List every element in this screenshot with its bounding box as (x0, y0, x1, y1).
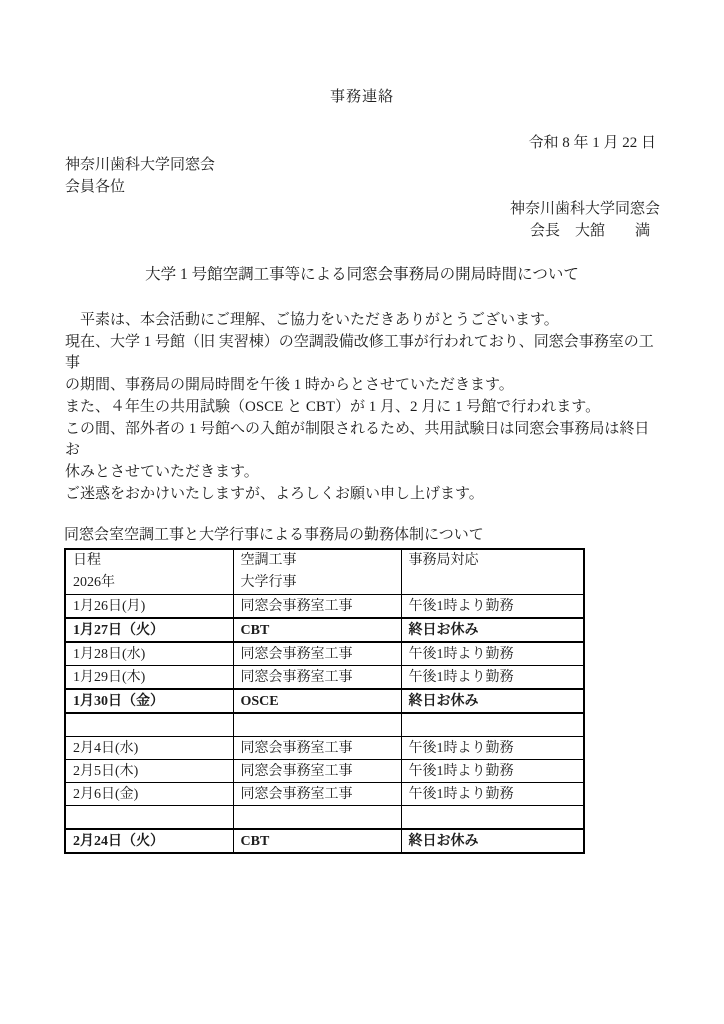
body-line: 休みとさせていただきます。 (65, 463, 259, 480)
cell-response: 午後1時より勤務 (401, 595, 584, 619)
table-row (65, 618, 584, 642)
header-office-response-label: 事務局対応 (408, 553, 479, 569)
cell-response: 終日お休み (401, 689, 584, 713)
table-row (65, 689, 584, 713)
recipient-block (0, 154, 724, 198)
cell-date: 1月30日（金） (65, 689, 233, 713)
header-construction-label: 空調工事 (240, 553, 297, 569)
cell-event: CBT (233, 618, 401, 642)
body-line: また、４年生の共用試験（OSCE と CBT）が 1 月、2 月に 1 号館で行われます。 (65, 398, 601, 415)
header-cell-event (233, 549, 401, 595)
cell-date: 1月29日(木) (65, 666, 233, 690)
header-cell-response (401, 549, 584, 595)
cell-event (233, 806, 401, 830)
body-line: 平素は、本会活動にご理解、ご協力をいただきありがとうございます。 (65, 312, 559, 328)
doc-classification-label: 事務連絡 (329, 89, 394, 105)
cell-event: 同窓会事務室工事 (233, 595, 401, 619)
table-row (65, 737, 584, 760)
cell-event: 同窓会事務室工事 (233, 737, 401, 760)
cell-date: 2月6日(金) (65, 783, 233, 806)
table-header-row (65, 549, 584, 595)
table-row (65, 829, 584, 853)
cell-date: 2月4日(水) (65, 737, 233, 760)
cell-event (233, 713, 401, 737)
cell-response: 終日お休み (401, 829, 584, 853)
cell-response (401, 806, 584, 830)
cell-response: 終日お休み (401, 618, 584, 642)
cell-response: 午後1時より勤務 (401, 760, 584, 783)
cell-response: 午後1時より勤務 (401, 642, 584, 666)
recipient-salutation: 会員各位 (65, 179, 126, 195)
body-line: の期間、事務局の開局時間を午後 1 時からとさせていただきます。 (65, 377, 514, 394)
sender-org: 神奈川歯科大学同窓会 (509, 201, 660, 217)
cell-date: 2月24日（火） (65, 829, 233, 853)
table-row (65, 666, 584, 690)
body-line: この間、部外者の 1 号館への入館が制限されるため、共用試験日は同窓会事務局は終日お (65, 420, 650, 459)
header-university-event-label: 大学行事 (240, 575, 297, 591)
cell-date: 1月28日(水) (65, 642, 233, 666)
table-row (65, 783, 584, 806)
cell-event: OSCE (233, 689, 401, 713)
recipient-org: 神奈川歯科大学同窓会 (65, 157, 216, 173)
cell-date: 1月26日(月) (65, 595, 233, 619)
cell-event: 同窓会事務室工事 (233, 666, 401, 690)
schedule-table (64, 548, 585, 854)
cell-event: 同窓会事務室工事 (233, 642, 401, 666)
header-date-label: 日程 (73, 553, 101, 569)
cell-date (65, 713, 233, 737)
header-year-label: 2026年 (73, 575, 115, 591)
cell-date (65, 806, 233, 830)
document-subject: 大学 1 号館空調工事等による同窓会事務局の開局時間について (145, 266, 579, 283)
cell-date: 2月5日(木) (65, 760, 233, 783)
table-row (65, 760, 584, 783)
doc-date: 令和 8 年 1 月 22 日 (528, 135, 656, 151)
body-line: 現在、大学 1 号館（旧 実習棟）の空調設備改修工事が行われており、同窓会事務室の工事 (65, 333, 654, 372)
table-row (65, 595, 584, 619)
table-row-empty (65, 713, 584, 737)
body-line: ご迷惑をおかけいたしますが、よろしくお願い申し上げます。 (65, 485, 484, 502)
cell-event: 同窓会事務室工事 (233, 783, 401, 806)
table-row (65, 642, 584, 666)
sender-block (0, 198, 724, 242)
table-caption: 同窓会室空調工事と大学行事による事務局の勤務体制について (64, 527, 484, 544)
cell-event: 同窓会事務室工事 (233, 760, 401, 783)
schedule-table-body (65, 595, 584, 854)
cell-response: 午後1時より勤務 (401, 666, 584, 690)
cell-response (401, 713, 584, 737)
table-row-empty (65, 806, 584, 830)
sender-name: 会長 大舘 満 (529, 223, 650, 239)
cell-response: 午後1時より勤務 (401, 737, 584, 760)
cell-event: CBT (233, 829, 401, 853)
header-cell-date (65, 549, 233, 595)
cell-response: 午後1時より勤務 (401, 783, 584, 806)
cell-date: 1月27日（火） (65, 618, 233, 642)
body-paragraph (0, 310, 724, 505)
